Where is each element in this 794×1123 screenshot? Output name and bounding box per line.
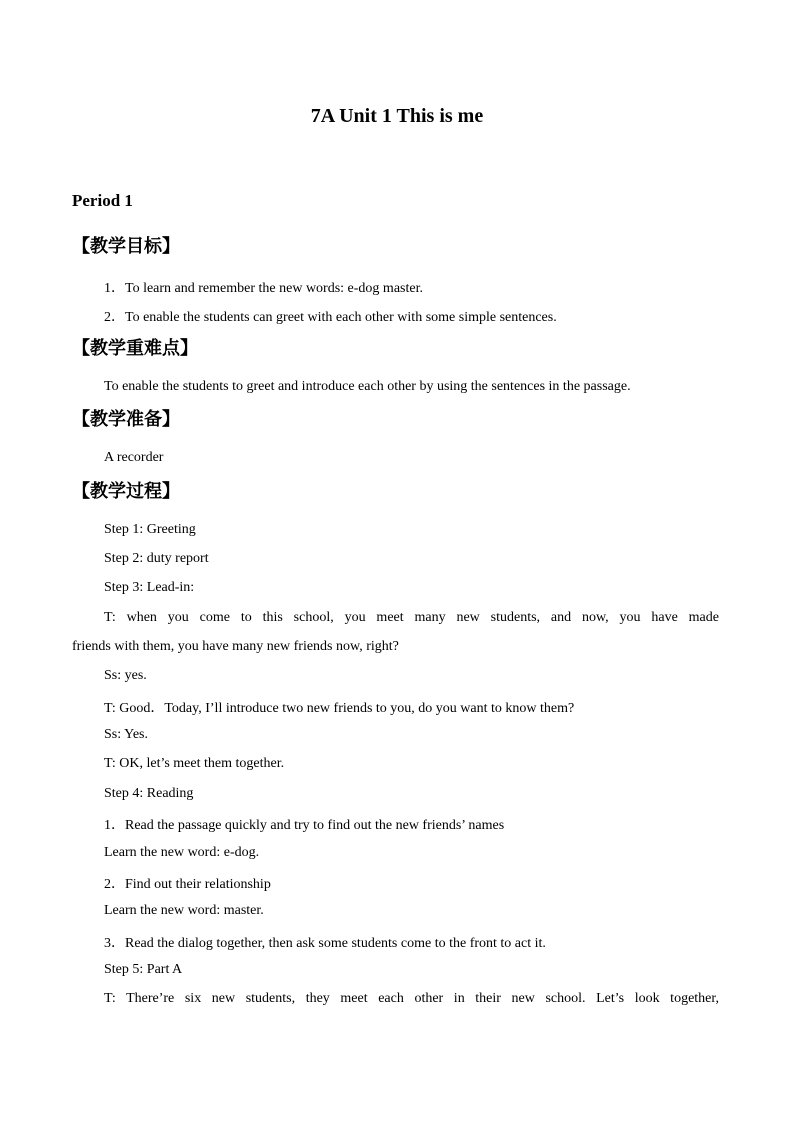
process-heading: 【教学过程】 bbox=[72, 481, 180, 502]
document-title: 7A Unit 1 This is me bbox=[310, 105, 484, 127]
process-line: 3．Read the dialog together, then ask some students come to the front to act it. bbox=[104, 936, 546, 951]
process-line: Ss: Yes. bbox=[104, 727, 148, 742]
key-points-heading: 【教学重难点】 bbox=[72, 338, 198, 359]
process-line: T: OK, let’s meet them together. bbox=[104, 756, 285, 771]
process-line: Step 4: Reading bbox=[104, 786, 194, 801]
preparation-heading: 【教学准备】 bbox=[72, 409, 180, 430]
process-line: Step 1: Greeting bbox=[104, 522, 196, 537]
process-line: T: Good．Today, I’ll introduce two new friends to you, do you want to know them? bbox=[104, 701, 575, 716]
process-line: Step 3: Lead-in: bbox=[104, 580, 195, 595]
objective-item: 2．To enable the students can greet with each other with some simple sentences. bbox=[104, 310, 557, 325]
objectives-heading: 【教学目标】 bbox=[72, 236, 180, 257]
period-label: Period 1 bbox=[72, 191, 133, 210]
process-line: Step 5: Part A bbox=[104, 962, 183, 977]
process-line: friends with them, you have many new friends now, right? bbox=[72, 639, 399, 654]
process-line: 2．Find out their relationship bbox=[104, 877, 271, 892]
objective-item: 1．To learn and remember the new words: e-dog master. bbox=[104, 281, 423, 296]
process-line: T: when you come to this school, you meet many new students, and now, you have made bbox=[104, 610, 719, 625]
key-points-text: To enable the students to greet and introduce each other by using the sentences in the passage. bbox=[104, 379, 631, 394]
process-line: 1．Read the passage quickly and try to find out the new friends’ names bbox=[104, 818, 505, 833]
preparation-text: A recorder bbox=[104, 450, 164, 465]
process-line: Learn the new word: e-dog. bbox=[104, 845, 260, 860]
process-line: Step 2: duty report bbox=[104, 551, 209, 566]
process-line: Ss: yes. bbox=[104, 668, 147, 683]
process-line: T: There’re six new students, they meet each other in their new school. Let’s look together, bbox=[104, 991, 719, 1006]
process-line: Learn the new word: master. bbox=[104, 903, 264, 918]
